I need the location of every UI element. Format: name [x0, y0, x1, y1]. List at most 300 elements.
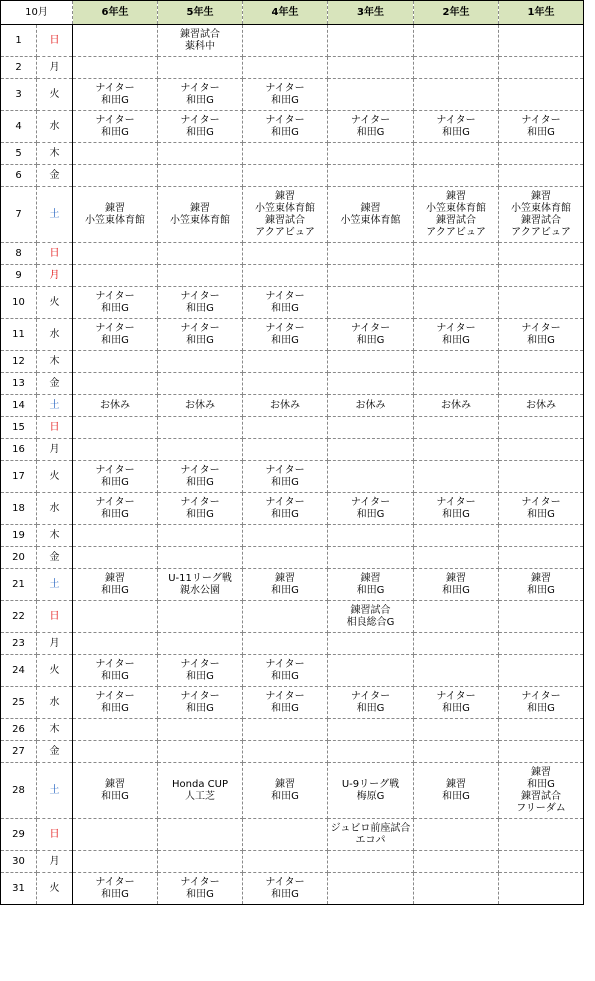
- schedule-cell: [158, 373, 243, 395]
- schedule-cell: [158, 265, 243, 287]
- schedule-cell: [73, 687, 158, 719]
- weekday: 日: [37, 601, 73, 633]
- schedule-cell: [158, 569, 243, 601]
- schedule-cell: [158, 493, 243, 525]
- cell-line: 和田G: [442, 126, 470, 138]
- grade-header: 1年生: [499, 1, 584, 25]
- day-number: 31: [1, 873, 37, 905]
- schedule-cell: [73, 461, 158, 493]
- day-number: 20: [1, 547, 37, 569]
- cell-line: 和田G: [356, 584, 385, 596]
- weekday: 火: [37, 655, 73, 687]
- schedule-cell: [73, 741, 158, 763]
- cell-line: ナイター: [265, 82, 305, 94]
- day-row: [1, 243, 584, 265]
- cell-line: ナイター: [180, 322, 220, 334]
- weekday: 土: [37, 569, 73, 601]
- cell-line: お休み: [355, 399, 386, 411]
- schedule-cell: [158, 763, 243, 819]
- schedule-cell: [243, 763, 328, 819]
- day-row: [1, 461, 584, 493]
- schedule-cell: [328, 819, 414, 851]
- schedule-cell: [499, 439, 584, 461]
- schedule-body: [1, 25, 584, 905]
- schedule-cell: [73, 417, 158, 439]
- schedule-cell: [499, 687, 584, 719]
- cell-line: 和田G: [101, 584, 129, 596]
- schedule-cell: [158, 873, 243, 905]
- schedule-cell: [328, 525, 414, 547]
- cell-line: 錬習: [275, 190, 296, 202]
- day-number: 29: [1, 819, 37, 851]
- day-row: [1, 763, 584, 819]
- day-number: 19: [1, 525, 37, 547]
- grade-header: 6年生: [73, 1, 158, 25]
- schedule-cell: [328, 79, 414, 111]
- schedule-cell: [158, 25, 243, 57]
- schedule-cell: [243, 25, 328, 57]
- schedule-cell: [499, 819, 584, 851]
- cell-line: 小笠東体育館: [511, 202, 572, 214]
- cell-line: 和田G: [186, 476, 214, 488]
- weekday: 土: [37, 763, 73, 819]
- schedule-cell: [328, 763, 414, 819]
- cell-line: アクアビュア: [426, 226, 486, 238]
- day-number: 30: [1, 851, 37, 873]
- schedule-cell: [73, 79, 158, 111]
- schedule-cell: [158, 719, 243, 741]
- weekday: 木: [37, 143, 73, 165]
- schedule-cell: [499, 493, 584, 525]
- cell-line: 和田G: [271, 476, 299, 488]
- cell-line: ナイター: [95, 496, 135, 508]
- schedule-cell: [414, 493, 499, 525]
- day-number: 24: [1, 655, 37, 687]
- cell-line: 和田G: [271, 888, 299, 900]
- day-number: 14: [1, 395, 37, 417]
- schedule-cell: [499, 601, 584, 633]
- schedule-cell: [73, 601, 158, 633]
- cell-line: 錬習: [360, 572, 381, 584]
- cell-line: 和田G: [101, 94, 129, 106]
- day-number: 7: [1, 187, 37, 243]
- cell-line: 小笠東体育館: [85, 214, 146, 226]
- schedule-cell: [158, 79, 243, 111]
- weekday: 日: [37, 819, 73, 851]
- schedule-cell: [414, 851, 499, 873]
- schedule-cell: [158, 57, 243, 79]
- schedule-cell: [243, 461, 328, 493]
- schedule-cell: [243, 287, 328, 319]
- schedule-cell: [414, 187, 499, 243]
- schedule-cell: [158, 417, 243, 439]
- cell-line: 錬習: [105, 202, 126, 214]
- cell-line: ナイター: [180, 114, 220, 126]
- schedule-cell: [414, 287, 499, 319]
- day-row: [1, 373, 584, 395]
- schedule-cell: [328, 851, 414, 873]
- schedule-cell: [499, 265, 584, 287]
- schedule-cell: [414, 763, 499, 819]
- cell-line: 和田G: [186, 126, 214, 138]
- schedule-cell: [243, 719, 328, 741]
- cell-line: 小笠東体育館: [340, 214, 401, 226]
- schedule-cell: [243, 569, 328, 601]
- day-row: [1, 719, 584, 741]
- grade-header: 5年生: [158, 1, 243, 25]
- day-number: 1: [1, 25, 37, 57]
- day-number: 25: [1, 687, 37, 719]
- cell-line: ナイター: [95, 82, 135, 94]
- cell-line: ナイター: [180, 690, 220, 702]
- day-row: [1, 351, 584, 373]
- day-row: [1, 417, 584, 439]
- schedule-cell: [414, 873, 499, 905]
- day-row: [1, 319, 584, 351]
- schedule-cell: [243, 601, 328, 633]
- cell-line: ナイター: [265, 290, 305, 302]
- cell-line: ナイター: [95, 876, 135, 888]
- schedule-cell: [328, 687, 414, 719]
- schedule-cell: [243, 111, 328, 143]
- day-row: [1, 165, 584, 187]
- cell-line: Honda CUP: [172, 778, 228, 790]
- schedule-cell: [499, 57, 584, 79]
- day-number: 15: [1, 417, 37, 439]
- schedule-cell: [243, 819, 328, 851]
- schedule-cell: [243, 319, 328, 351]
- schedule-cell: [414, 57, 499, 79]
- day-number: 26: [1, 719, 37, 741]
- schedule-cell: [328, 439, 414, 461]
- cell-line: エコパ: [355, 834, 386, 846]
- month-label: 10月: [1, 1, 73, 25]
- weekday: 水: [37, 319, 73, 351]
- cell-line: 錬習試合: [436, 214, 477, 226]
- cell-line: 和田G: [186, 702, 214, 714]
- schedule-cell: [499, 351, 584, 373]
- schedule-cell: [414, 265, 499, 287]
- schedule-cell: [499, 525, 584, 547]
- cell-line: ナイター: [180, 658, 220, 670]
- cell-line: 和田G: [442, 508, 470, 520]
- schedule-cell: [158, 633, 243, 655]
- schedule-cell: [243, 351, 328, 373]
- cell-line: ナイター: [350, 496, 391, 508]
- schedule-cell: [414, 79, 499, 111]
- schedule-cell: [158, 111, 243, 143]
- schedule-cell: [243, 547, 328, 569]
- day-row: [1, 547, 584, 569]
- day-number: 18: [1, 493, 37, 525]
- schedule-cell: [328, 143, 414, 165]
- cell-line: ナイター: [265, 690, 305, 702]
- schedule-cell: [414, 243, 499, 265]
- schedule-cell: [499, 143, 584, 165]
- day-row: [1, 525, 584, 547]
- schedule-cell: [499, 655, 584, 687]
- schedule-cell: [328, 547, 414, 569]
- weekday: 火: [37, 287, 73, 319]
- cell-line: 人工芝: [185, 790, 216, 802]
- weekday: 木: [37, 351, 73, 373]
- schedule-cell: [73, 57, 158, 79]
- cell-line: 錬習試合: [180, 28, 221, 40]
- schedule-cell: [73, 287, 158, 319]
- cell-line: ナイター: [350, 690, 391, 702]
- day-row: [1, 741, 584, 763]
- schedule-cell: [414, 395, 499, 417]
- day-number: 5: [1, 143, 37, 165]
- schedule-cell: [499, 741, 584, 763]
- cell-line: 和田G: [101, 126, 129, 138]
- weekday: 月: [37, 633, 73, 655]
- cell-line: 和田G: [186, 888, 214, 900]
- schedule-cell: [158, 741, 243, 763]
- cell-line: 和田G: [527, 584, 555, 596]
- cell-line: ナイター: [436, 690, 476, 702]
- weekday: 土: [37, 395, 73, 417]
- schedule-cell: [499, 633, 584, 655]
- schedule-cell: [499, 763, 584, 819]
- schedule-cell: [243, 79, 328, 111]
- cell-line: 和田G: [271, 584, 299, 596]
- schedule-cell: [499, 319, 584, 351]
- weekday: 日: [37, 243, 73, 265]
- cell-line: 錬習試合: [265, 214, 306, 226]
- day-row: [1, 79, 584, 111]
- schedule-cell: [243, 525, 328, 547]
- cell-line: ナイター: [521, 690, 561, 702]
- day-row: [1, 851, 584, 873]
- grade-header: 3年生: [328, 1, 414, 25]
- weekday: 木: [37, 525, 73, 547]
- cell-line: 小笠東体育館: [255, 202, 316, 214]
- cell-line: 和田G: [527, 702, 555, 714]
- schedule-cell: [499, 719, 584, 741]
- schedule-cell: [414, 439, 499, 461]
- weekday: 月: [37, 851, 73, 873]
- schedule-cell: [73, 763, 158, 819]
- schedule-cell: [73, 655, 158, 687]
- weekday: 火: [37, 873, 73, 905]
- cell-line: 錬習: [275, 778, 296, 790]
- cell-line: ナイター: [436, 496, 476, 508]
- cell-line: 薬科中: [185, 40, 216, 52]
- schedule-cell: [243, 741, 328, 763]
- schedule-cell: [243, 687, 328, 719]
- weekday: 日: [37, 417, 73, 439]
- schedule-cell: [328, 601, 414, 633]
- schedule-cell: [73, 265, 158, 287]
- cell-line: 錬習: [446, 190, 467, 202]
- day-number: 23: [1, 633, 37, 655]
- cell-line: 錬習: [531, 190, 552, 202]
- day-number: 9: [1, 265, 37, 287]
- weekday: 金: [37, 741, 73, 763]
- cell-line: 和田G: [101, 670, 129, 682]
- cell-line: 小笠東体育館: [170, 214, 231, 226]
- day-row: [1, 439, 584, 461]
- day-row: [1, 687, 584, 719]
- schedule-cell: [328, 493, 414, 525]
- cell-line: ナイター: [265, 464, 305, 476]
- cell-line: 和田G: [101, 334, 129, 346]
- cell-line: 和田G: [356, 508, 385, 520]
- weekday: 水: [37, 111, 73, 143]
- schedule-cell: [73, 319, 158, 351]
- schedule-cell: [158, 819, 243, 851]
- schedule-cell: [73, 633, 158, 655]
- day-row: [1, 57, 584, 79]
- schedule-cell: [499, 111, 584, 143]
- schedule-cell: [158, 525, 243, 547]
- day-number: 4: [1, 111, 37, 143]
- cell-line: 錬習試合: [521, 214, 562, 226]
- weekday: 月: [37, 265, 73, 287]
- schedule-cell: [328, 741, 414, 763]
- schedule-cell: [73, 547, 158, 569]
- schedule-cell: [158, 287, 243, 319]
- day-number: 12: [1, 351, 37, 373]
- cell-line: ナイター: [180, 82, 220, 94]
- cell-line: 和田G: [527, 126, 555, 138]
- cell-line: 錬習: [190, 202, 211, 214]
- weekday: 木: [37, 719, 73, 741]
- cell-line: 和田G: [186, 508, 214, 520]
- cell-line: 和田G: [271, 334, 299, 346]
- day-row: [1, 395, 584, 417]
- schedule-cell: [499, 547, 584, 569]
- schedule-cell: [73, 439, 158, 461]
- cell-line: ナイター: [95, 690, 135, 702]
- cell-line: 和田G: [101, 702, 129, 714]
- cell-line: 和田G: [356, 126, 385, 138]
- day-row: [1, 493, 584, 525]
- cell-line: 錬習: [275, 572, 296, 584]
- schedule-cell: [414, 373, 499, 395]
- grade-header: 2年生: [414, 1, 499, 25]
- cell-line: ジュビロ前座試合: [330, 822, 411, 834]
- cell-line: ナイター: [95, 322, 135, 334]
- schedule-cell: [243, 417, 328, 439]
- schedule-cell: [499, 79, 584, 111]
- cell-line: 錬習: [105, 778, 126, 790]
- schedule-cell: [414, 111, 499, 143]
- day-number: 10: [1, 287, 37, 319]
- day-number: 27: [1, 741, 37, 763]
- schedule-cell: [328, 319, 414, 351]
- schedule-cell: [158, 851, 243, 873]
- schedule-cell: [158, 687, 243, 719]
- cell-line: 和田G: [527, 334, 555, 346]
- schedule-cell: [243, 373, 328, 395]
- schedule-cell: [243, 655, 328, 687]
- schedule-cell: [243, 165, 328, 187]
- schedule-cell: [414, 547, 499, 569]
- weekday: 日: [37, 25, 73, 57]
- schedule-cell: [73, 719, 158, 741]
- schedule-cell: [499, 461, 584, 493]
- cell-line: フリーダム: [516, 802, 566, 814]
- schedule-cell: [73, 373, 158, 395]
- cell-line: 和田G: [186, 334, 214, 346]
- header-row: [1, 1, 584, 25]
- schedule-cell: [328, 25, 414, 57]
- schedule-cell: [414, 655, 499, 687]
- cell-line: 和田G: [271, 670, 299, 682]
- schedule-cell: [328, 287, 414, 319]
- cell-line: 錬習: [531, 572, 552, 584]
- cell-line: 和田G: [442, 334, 470, 346]
- day-number: 22: [1, 601, 37, 633]
- schedule-cell: [414, 417, 499, 439]
- day-row: [1, 287, 584, 319]
- schedule-cell: [328, 873, 414, 905]
- day-row: [1, 819, 584, 851]
- schedule-cell: [328, 461, 414, 493]
- cell-line: お休み: [441, 399, 472, 411]
- day-number: 16: [1, 439, 37, 461]
- cell-line: 和田G: [101, 790, 129, 802]
- cell-line: ナイター: [95, 114, 135, 126]
- schedule-cell: [414, 569, 499, 601]
- cell-line: アクアビュア: [511, 226, 571, 238]
- schedule-cell: [328, 57, 414, 79]
- schedule-cell: [243, 143, 328, 165]
- cell-line: ナイター: [521, 114, 561, 126]
- schedule-cell: [499, 187, 584, 243]
- schedule-cell: [499, 243, 584, 265]
- schedule-cell: [414, 687, 499, 719]
- schedule-cell: [243, 57, 328, 79]
- cell-line: 梅原G: [356, 790, 385, 802]
- schedule-cell: [499, 569, 584, 601]
- cell-line: 錬習: [531, 766, 552, 778]
- weekday: 火: [37, 461, 73, 493]
- cell-line: 和田G: [527, 778, 555, 790]
- schedule-cell: [73, 25, 158, 57]
- cell-line: 錬習試合: [350, 604, 391, 616]
- schedule-cell: [158, 395, 243, 417]
- cell-line: ナイター: [95, 658, 135, 670]
- schedule-cell: [243, 395, 328, 417]
- weekday: 水: [37, 687, 73, 719]
- schedule-cell: [158, 461, 243, 493]
- cell-line: 和田G: [442, 584, 470, 596]
- cell-line: ナイター: [265, 876, 305, 888]
- day-number: 13: [1, 373, 37, 395]
- cell-line: ナイター: [95, 464, 135, 476]
- schedule-cell: [414, 143, 499, 165]
- cell-line: 和田G: [271, 126, 299, 138]
- cell-line: U-11リーグ戦: [168, 572, 232, 584]
- cell-line: ナイター: [180, 496, 220, 508]
- weekday: 水: [37, 493, 73, 525]
- weekday: 月: [37, 57, 73, 79]
- schedule-cell: [414, 719, 499, 741]
- schedule-cell: [414, 25, 499, 57]
- schedule-cell: [73, 851, 158, 873]
- cell-line: ナイター: [436, 114, 476, 126]
- day-number: 11: [1, 319, 37, 351]
- schedule-cell: [328, 633, 414, 655]
- weekday: 金: [37, 547, 73, 569]
- schedule-cell: [73, 111, 158, 143]
- weekday: 金: [37, 373, 73, 395]
- schedule-cell: [499, 417, 584, 439]
- cell-line: 和田G: [186, 94, 214, 106]
